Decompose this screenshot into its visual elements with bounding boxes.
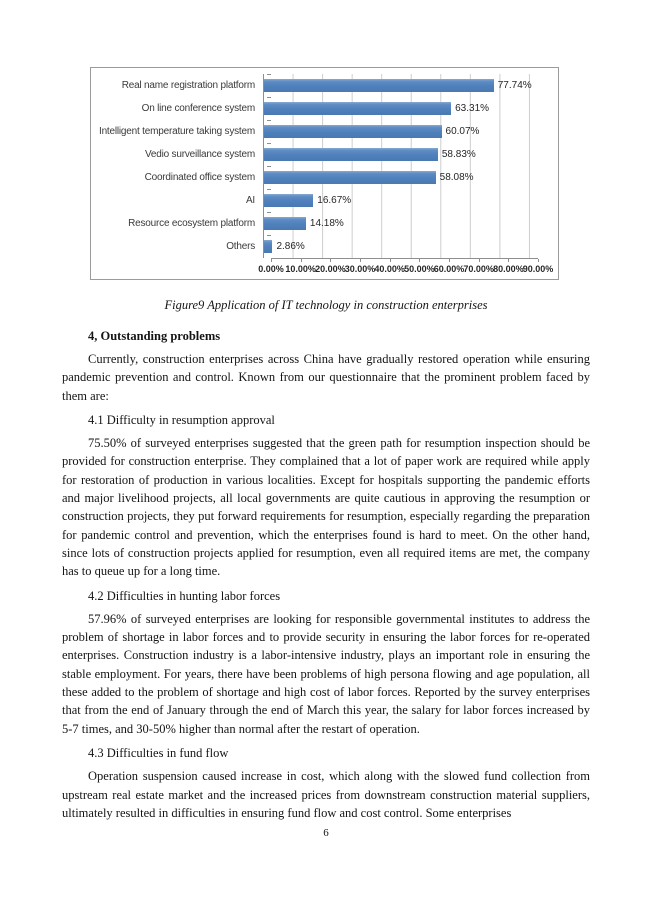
x-axis-tick: [479, 259, 480, 262]
section-4-3-body: Operation suspension caused increase in cost, which along with the slowed fund collection from upstream real estate market and the increased prices from downstream construction material suppliers, ultimately resulted in difficulties in ensuring fund flow and cost control. Some enterprises: [62, 769, 590, 820]
bar-value-label: 14.18%: [309, 218, 344, 229]
bar-value-label: 77.74%: [497, 80, 532, 91]
category-label: Intelligent temperature taking system: [98, 126, 255, 137]
bar-area: [263, 120, 530, 143]
x-axis-tick: [271, 259, 272, 262]
chart-x-axis: [258, 259, 554, 279]
x-axis-tick-label: 10.00%: [285, 264, 316, 274]
x-axis-tick: [449, 259, 450, 262]
bar: [264, 148, 438, 161]
chart-row: [91, 120, 558, 143]
chart-row: [91, 74, 558, 97]
page-number: 6: [323, 827, 329, 840]
x-axis-tick: [508, 259, 509, 262]
chart-rows: [91, 74, 558, 258]
category-label: Resource ecosystem platform: [128, 218, 255, 229]
bar: [264, 217, 306, 230]
x-axis-tick-label: 40.00%: [374, 264, 405, 274]
x-axis-tick-label: 90.00%: [522, 264, 554, 274]
bar-area: [263, 143, 530, 166]
bar: [264, 102, 451, 115]
bar: [264, 79, 494, 92]
category-label: On line conference system: [141, 103, 255, 114]
x-axis-tick-label: 20.00%: [315, 264, 346, 274]
bar-area: [263, 189, 530, 212]
bar-area: [263, 235, 530, 258]
x-axis-tick: [301, 259, 302, 262]
bar-value-label: 58.83%: [441, 149, 476, 160]
section-4-2-body: 57.96% of surveyed enterprises are looking for responsible governmental institutes to address the problem of shortage in labor forces and to provide security in ensuring the labor forces for re-operated enterprises. Construction industry is a labor-intensive industry, plays an important role in ensuring the stable employment. For years, there have been problems of high persona flowing and age population, all these added to the problem of shortage and high cost of labor forces. Reported by the survey enterprises that from the end of January through the end of March this year, the salary for labor forces increased by 5-7 times, and 30-50% higher than normal after the restart of operation.: [62, 611, 590, 736]
bar: [264, 194, 313, 207]
bar: [264, 125, 442, 138]
x-axis-tick-label: 70.00%: [463, 264, 494, 274]
bar-value-label: 60.07%: [445, 126, 480, 137]
section-4-1-body: 75.50% of surveyed enterprises suggested that the green path for resumption inspection should be provided for construction enterprise. They complained that a lot of paper work are required while apply for restoration of production in various localities. Except for hospitals supporting the pandemic efforts and major livelihood projects, all local governments are quite cautious in approving the resumption or construction projects, they put forward requirements for resumption, especially regarding the preparation for pandemic control and prevention, which the enterprises found is hard to meet. On the other hand, since lots of construction projects applied for resumption, even all required items are met, the company has to queue up for a long time.: [62, 436, 590, 579]
bar-area: [263, 166, 530, 189]
section-4-2-title: 4.2 Difficulties in hunting labor forces: [88, 588, 281, 603]
bar-area: [263, 212, 530, 235]
chart-row: [91, 97, 558, 120]
chart-row: [91, 235, 558, 258]
category-label: Real name registration platform: [121, 80, 255, 91]
x-axis-tick: [419, 259, 420, 262]
bar-value-label: 16.67%: [317, 195, 352, 206]
chart-row: [91, 143, 558, 166]
chart-row: [91, 166, 558, 189]
section-4-3-title: 4.3 Difficulties in fund flow: [88, 745, 229, 760]
category-label: Others: [226, 241, 255, 252]
bar: [264, 240, 272, 253]
section-4-heading: 4, Outstanding problems: [88, 329, 221, 343]
bar-value-label: 2.86%: [276, 241, 305, 252]
figure-caption: Figure9 Application of IT technology in construction enterprises: [164, 298, 488, 312]
bar-area: [263, 97, 530, 120]
bar: [264, 171, 436, 184]
x-axis-tick: [390, 259, 391, 262]
x-axis-tick-label: 0.00%: [258, 264, 284, 274]
figure-9-chart: [90, 67, 559, 280]
x-axis-tick: [538, 259, 539, 262]
x-axis-tick-label: 60.00%: [433, 264, 465, 274]
x-axis-tick: [360, 259, 361, 262]
chart-row: [91, 189, 558, 212]
bar-area: [263, 74, 530, 97]
x-axis-tick-label: 50.00%: [404, 264, 435, 274]
category-label: AI: [245, 195, 255, 206]
chart-row: [91, 212, 558, 235]
x-axis-tick: [330, 259, 331, 262]
intro-paragraph: Currently, construction enterprises across China have gradually restored operation while ensuring pandemic prevention and control. Known from our questionnaire that the prominent problem faced by them are:: [62, 352, 590, 403]
x-axis-tick-label: 30.00%: [344, 264, 376, 274]
category-label: Vedio surveillance system: [144, 149, 255, 160]
bar-value-label: 58.08%: [439, 172, 474, 183]
bar-value-label: 63.31%: [455, 103, 490, 114]
section-4-1-title: 4.1 Difficulty in resumption approval: [88, 412, 275, 427]
x-axis-tick-label: 80.00%: [493, 264, 524, 274]
category-label: Coordinated office system: [144, 172, 255, 183]
